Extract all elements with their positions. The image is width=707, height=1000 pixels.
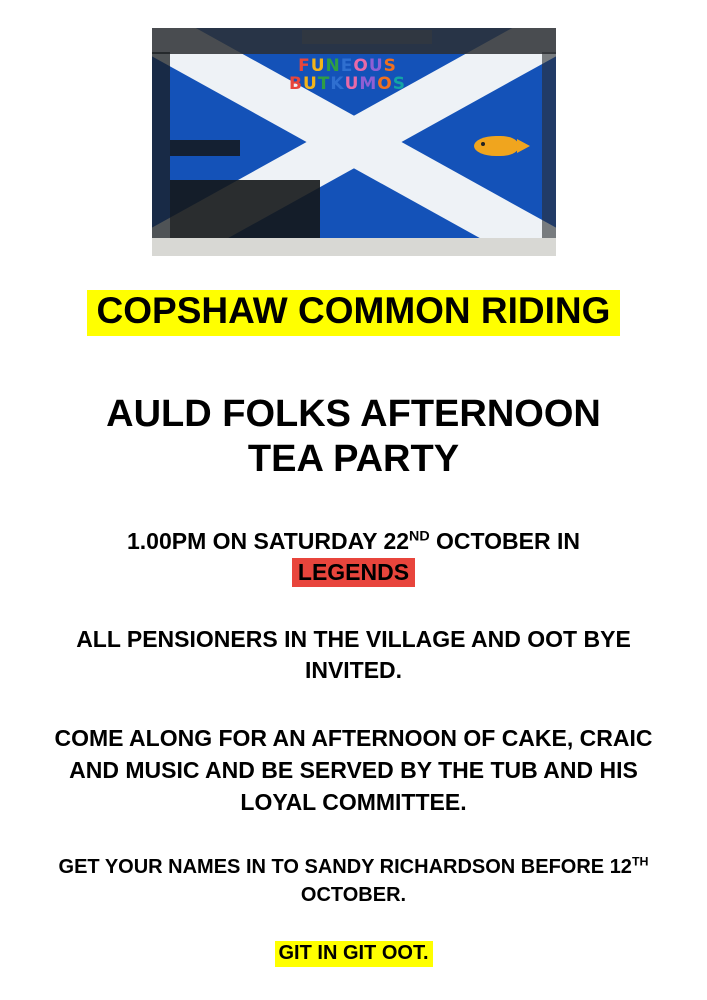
banner-line-1: FUNEOUS bbox=[298, 56, 397, 76]
rsvp-suffix: OCTOBER. bbox=[300, 883, 407, 906]
rsvp-paragraph bbox=[44, 854, 664, 909]
event-time-line bbox=[127, 526, 580, 588]
body-paragraph: COME ALONG FOR AN AFTERNOON OF CAKE, CRAIC AND MUSIC AND BE SERVED BY THE TUB AND HIS LOYAL COMMITTEE. bbox=[54, 725, 653, 815]
closing-line-wrap bbox=[275, 941, 433, 967]
when-suffix: OCTOBER IN bbox=[429, 527, 581, 554]
subtitle-line-1: AULD FOLKS AFTERNOON bbox=[106, 392, 601, 435]
photo-right-shadow bbox=[542, 52, 556, 238]
photo-top-band bbox=[152, 28, 556, 54]
invite-paragraph: ALL PENSIONERS IN THE VILLAGE AND OOT BYE INVITED. bbox=[76, 625, 631, 684]
when-ordinal: ND bbox=[409, 527, 430, 544]
rsvp-ordinal: TH bbox=[631, 854, 649, 869]
banner-lettering bbox=[248, 58, 448, 94]
photo-left-shadow bbox=[152, 52, 170, 238]
photo-dark-block bbox=[170, 180, 320, 238]
photo-bottom-band bbox=[152, 238, 556, 256]
closing-line: GIT IN GIT OOT. bbox=[275, 941, 433, 967]
venue-name: LEGENDS bbox=[292, 558, 415, 587]
rsvp-prefix: GET YOUR NAMES IN TO SANDY RICHARDSON BEFORE 12 bbox=[58, 856, 632, 879]
when-prefix: 1.00PM ON SATURDAY 22 bbox=[126, 527, 410, 554]
subtitle-line-2: TEA PARTY bbox=[247, 437, 460, 480]
fish-icon bbox=[474, 136, 518, 156]
photo-dark-block-secondary bbox=[170, 140, 240, 156]
saltire-flag-photo bbox=[152, 28, 556, 256]
poster-subtitle bbox=[106, 392, 601, 482]
banner-line-2: BUTKUMOS bbox=[288, 73, 406, 94]
fish-eye-icon bbox=[481, 142, 485, 146]
poster-title: COPSHAW COMMON RIDING bbox=[87, 290, 621, 336]
